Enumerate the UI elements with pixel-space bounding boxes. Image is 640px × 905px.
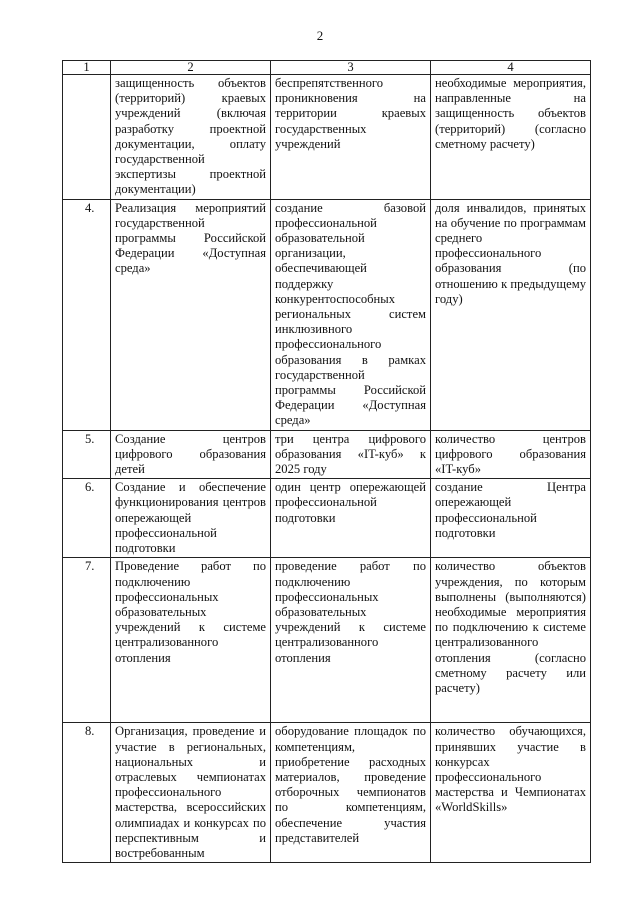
task-cell: Организация, проведение и участие в региональных, национальных и отраслевых чемпионатах профессионального мастерства, всероссийских олимпиадах и конкурсах по перспективным и востребованным	[111, 723, 271, 863]
task-cell: Проведение работ по подключению профессиональных образовательных учреждений к системе централизованного отопления	[111, 558, 271, 723]
indicator-cell: количество центров цифрового образования «IT-куб»	[431, 430, 591, 479]
table-row	[63, 479, 591, 558]
row-number: 6.	[63, 479, 111, 558]
program-table	[62, 60, 591, 863]
header-col-4: 4	[431, 61, 591, 75]
indicator-cell: количество объектов учреждения, по которым выполнены (выполняются) необходимые мероприятия по подключению к системе централизованного отопления (согласно сметному расчету или расчету)	[431, 558, 591, 723]
task-cell: Создание центров цифрового образования детей	[111, 430, 271, 479]
page-number: 2	[316, 28, 324, 43]
table-row	[63, 75, 591, 200]
result-cell: создание базовой профессиональной образовательной организации, обеспечивающей поддержку конкурентоспособных региональных систем инклюзивного профессионального образования в рамках государственной программы Российской Федерации «Доступная среда»	[271, 199, 431, 430]
task-cell: Создание и обеспечение функционирования центров опережающей профессиональной подготовки	[111, 479, 271, 558]
result-cell: проведение работ по подключению профессиональных образовательных учреждений к системе централизованного отопления	[271, 558, 431, 723]
task-cell: защищенность объектов (территорий) краевых учреждений (включая разработку проектной документации, оплату государственной экспертизы проектной документации)	[111, 75, 271, 200]
indicator-cell: доля инвалидов, принятых на обучение по программам среднего профессионального образования (по отношению к предыдущему году)	[431, 199, 591, 430]
header-col-1: 1	[63, 61, 111, 75]
indicator-cell: создание Центра опережающей профессиональной подготовки	[431, 479, 591, 558]
row-number	[63, 75, 111, 200]
row-number: 8.	[63, 723, 111, 863]
result-cell: три центра цифрового образования «IT-куб» к 2025 году	[271, 430, 431, 479]
indicator-cell: необходимые мероприятия, направленные на защищенность объектов (территорий) (согласно сметному расчету)	[431, 75, 591, 200]
header-col-2: 2	[111, 61, 271, 75]
result-cell: беспрепятственного проникновения на территории краевых государственных учреждений	[271, 75, 431, 200]
result-cell: оборудование площадок по компетенциям, приобретение расходных материалов, проведение отборочных чемпионатов по компетенциям, обеспечение участия представителей	[271, 723, 431, 863]
row-number: 5.	[63, 430, 111, 479]
indicator-cell: количество обучающихся, принявших участие в конкурсах профессионального мастерства и Чемпионатах «WorldSkills»	[431, 723, 591, 863]
result-cell: один центр опережающей профессиональной подготовки	[271, 479, 431, 558]
header-col-3: 3	[271, 61, 431, 75]
table-header-row	[63, 61, 591, 75]
table-row	[63, 723, 591, 863]
row-number: 7.	[63, 558, 111, 723]
table-row	[63, 558, 591, 723]
table-row	[63, 199, 591, 430]
table-row	[63, 430, 591, 479]
task-cell: Реализация мероприятий государственной программы Российской Федерации «Доступная среда»	[111, 199, 271, 430]
row-number: 4.	[63, 199, 111, 430]
